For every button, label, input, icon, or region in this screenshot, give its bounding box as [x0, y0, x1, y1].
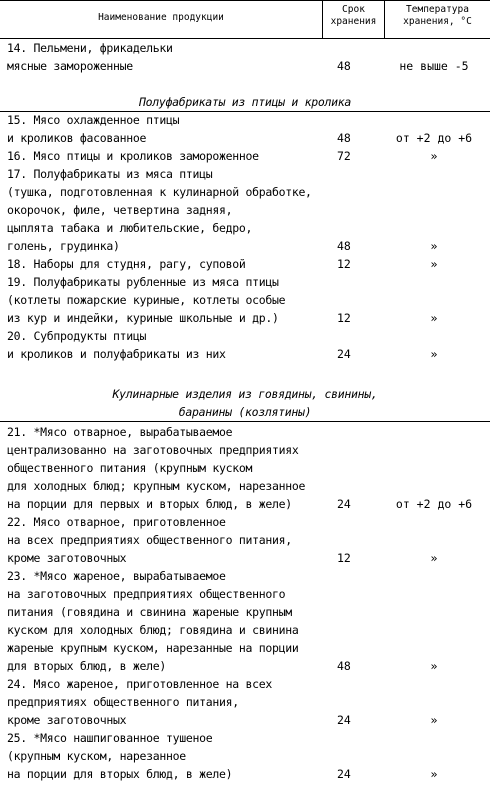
- row-7-line-2: и кроликов и полуфабрикаты из них: [7, 347, 226, 361]
- row-4-temp: »: [430, 239, 438, 253]
- row-10-line-4: куском для холодных блюд; говядина и свинина: [7, 623, 299, 637]
- row-7-line-1: 20. Субпродукты птицы: [7, 329, 147, 343]
- row-1-temp: не выше -5: [399, 59, 469, 73]
- row-10-line-5: жареные крупным куском, нарезанные на порции: [7, 641, 299, 655]
- row-3-line-1: 16. Мясо птицы и кроликов замороженное: [7, 149, 259, 163]
- section-divider-culinary: [0, 421, 490, 422]
- row-9-line-1: 22. Мясо отварное, приготовленное: [7, 515, 226, 529]
- row-10-line-6: для вторых блюд, в желе): [7, 659, 166, 673]
- row-8-line-1: 21. *Мясо отварное, вырабатываемое: [7, 425, 233, 439]
- section-title-culinary-1: Кулинарные изделия из говядины, свинины,: [112, 387, 378, 401]
- row-4-line-5: голень, грудинка): [7, 239, 120, 253]
- row-8-line-4: для холодных блюд; крупным куском, нарезанное: [7, 479, 306, 493]
- row-10-line-2: на заготовочных предприятиях общественного: [7, 587, 286, 601]
- row-4-line-4: цыплята табака и любительские, бедро,: [7, 221, 253, 235]
- row-10-line-1: 23. *Мясо жареное, вырабатываемое: [7, 569, 226, 583]
- row-10-line-3: питания (говядина и свинина жареные крупным: [7, 605, 292, 619]
- row-4-line-2: (тушка, подготовленная к кулинарной обработке,: [7, 185, 312, 199]
- row-1-line-2: мясные замороженные: [7, 59, 133, 73]
- row-6-temp: »: [430, 311, 438, 325]
- row-7-temp: »: [430, 347, 438, 361]
- row-12-line-1: 25. *Мясо нашпигованное тушеное: [7, 731, 213, 745]
- row-8-line-5: на порции для первых и вторых блюд, в желе): [7, 497, 292, 511]
- row-5-temp: »: [430, 257, 438, 271]
- row-9-temp: »: [430, 551, 438, 565]
- row-2-line-2: и кроликов фасованное: [7, 131, 147, 145]
- row-11-line-1: 24. Мясо жареное, приготовленное на всех: [7, 677, 272, 691]
- row-4-line-1: 17. Полуфабрикаты из мяса птицы: [7, 167, 213, 181]
- row-4-line-3: окорочок, филе, четвертина задняя,: [7, 203, 233, 217]
- section-title-poultry: Полуфабрикаты из птицы и кролика: [139, 95, 351, 109]
- row-2-temp: от +2 до +6: [395, 131, 473, 145]
- row-12-line-2: (крупным куском, нарезанное: [7, 749, 186, 763]
- header-col-name: Наименование продукции: [98, 12, 224, 23]
- row-9-line-2: на всех предприятиях общественного питания,: [7, 533, 292, 547]
- header-col-temp: Температура хранения, °С: [403, 4, 472, 27]
- row-8-line-3: общественного питания (крупным куском: [7, 461, 253, 475]
- row-6-line-1: 19. Полуфабрикаты рубленные из мяса птицы: [7, 275, 279, 289]
- row-6-line-3: из кур и индейки, куриные школьные и др.): [7, 311, 279, 325]
- row-3-temp: »: [430, 149, 438, 163]
- row-12-temp: »: [430, 767, 438, 781]
- row-9-line-3: кроме заготовочных: [7, 551, 127, 565]
- row-6-line-2: (котлеты пожарские куриные, котлеты особые: [7, 293, 286, 307]
- document-page: Наименование продукции Срок хранения Температура хранения, °С Полуфабрикаты из птицы и кролика Кулинарные изделия из говядины, свинины, баранины (козлятины) 14. Пельмени, фрикадельки мясные замороженные 48 не выше -5 15. Мясо охлажденное птицы и кроликов фасованное 48 от +2 до +6 16. Мясо птицы и кроликов замороженное 72 » 17. Полуфабрикаты из мяса птицы (тушка, подготовленная к кулинарной обработке, окорочок, филе, четвертина задняя, цыплята табака и любительские, бедро, голень, грудинка) 48 » 18. Наборы для студня, рагу, суповой 12 » 19. Полуфабрикаты рубленные из мяса птицы (котлеты пожарские куриные, котлеты особые из кур и индейки, куриные школьные и др.) 12 » 20. Субпродукты птицы и кроликов и полуфабрикаты из них 24 » 21. *Мясо отварное, вырабатываемое централизованно на заготовочных предприятиях общественного питания (крупным куском для холодных блюд; крупным куском, нарезанное на порции для первых и вторых блюд, в желе) 24 от +2 до +6 22. Мясо отварное, приготовленное на всех предприятиях общественного питания, кроме заготовочных 12 » 23. *Мясо жареное, вырабатываемое на заготовочных предприятиях общественного питания (говядина и свинина жареные крупным куском для холодных блюд; говядина и свинина жареные крупным куском, нарезанные на порции для вторых блюд, в желе) 48 » 24. Мясо жареное, приготовленное на всех предприятиях общественного питания, кроме заготовочных 24 » 25. *Мясо нашпигованное тушеное (крупным куском, нарезанное на порции для вторых блюд, в желе) 24 »: [0, 0, 490, 788]
- row-8-line-2: централизованно на заготовочных предприятиях: [7, 443, 299, 457]
- row-10-temp: »: [430, 659, 438, 673]
- row-2-line-1: 15. Мясо охлажденное птицы: [7, 113, 180, 127]
- row-11-line-2: предприятиях общественного питания,: [7, 695, 239, 709]
- header-col-term: Срок хранения: [330, 4, 377, 27]
- row-1-line-1: 14. Пельмени, фрикадельки: [7, 41, 173, 55]
- row-5-line-1: 18. Наборы для студня, рагу, суповой: [7, 257, 246, 271]
- row-11-line-3: кроме заготовочных: [7, 713, 127, 727]
- section-title-culinary-2: баранины (козлятины): [178, 405, 312, 419]
- row-11-temp: »: [430, 713, 438, 727]
- table-top-border: [0, 0, 490, 1]
- row-12-line-3: на порции для вторых блюд, в желе): [7, 767, 233, 781]
- row-8-temp: от +2 до +6: [395, 497, 473, 511]
